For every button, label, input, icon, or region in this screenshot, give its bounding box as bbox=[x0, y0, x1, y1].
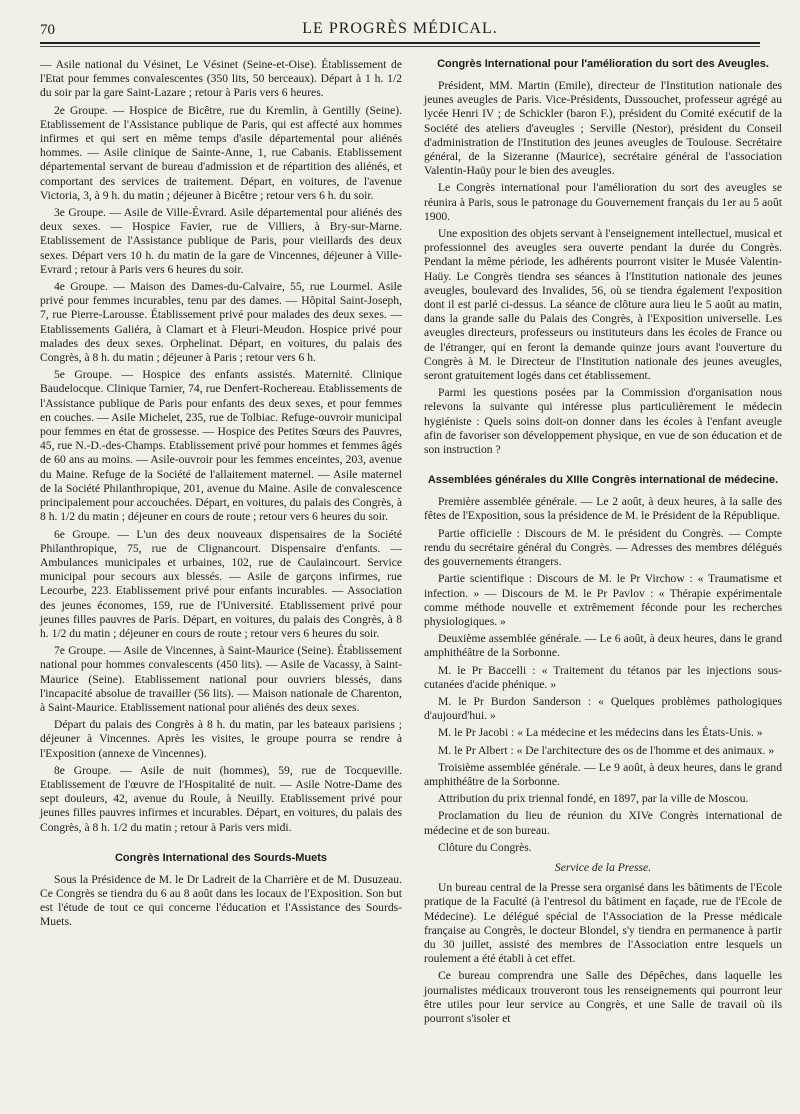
paragraph: 3e Groupe. — Asile de Ville-Évrard. Asile départemental pour aliénés des deux sexes. — Hospice Favier, rue de Villiers, à Bry-sur-Marne. Etablissement de l'Assistance publique de Paris, pour vieillards des deux sexes. Départ vers 10 h. du matin de la gare de Vincennes, déjeuner à Ville-Evrard ; retour à Paris vers 6 heures du soir. bbox=[40, 206, 402, 276]
paragraph: 4e Groupe. — Maison des Dames-du-Calvaire, 55, rue Lourmel. Asile privé pour femmes incurables, tenu par des dames. — Hôpital Saint-Joseph, 7, rue Pierre-Larousse. Établissement privé pour malades des deux sexes. — Etablissements Galiéra, à Clamart et à Fleuri-Meudon. Hospice privé pour malades des deux sexes. Orphelinat. Départ, en voitures, du palais des Congrès, à 8 h. du matin ; déjeuner à Paris ; retour vers 6 h. bbox=[40, 280, 402, 365]
paragraph: 6e Groupe. — L'un des deux nouveaux dispensaires de la Société Philanthropique, 75, rue de Clignancourt. Dispensaire d'enfants. — Ambulances municipales et urbaines, 102, rue de Caulaincourt. Service municipal pour secours aux blessés. — Asile de garçons infirmes, rue Lecourbe, 223. Etablissement privé pour enfants incurables. — Association des jeunes économes, 159, rue de l'Université. Etablissement privé pour jeunes filles pauvres de Paris. Départ, en voitures, du palais des Congrès, à 8 h. 1/2 du matin ; déjeuner en cours de route ; retour vers 6 heures du soir. bbox=[40, 527, 402, 640]
paragraph: Attribution du prix triennal fondé, en 1897, par la ville de Moscou. bbox=[438, 792, 749, 806]
paragraph: Clôture du Congrès. bbox=[438, 840, 532, 854]
paragraph: 8e Groupe. — Asile de nuit (hommes), 59, rue de Tocqueville. Etablissement de l'œuvre de l'Hospitalité de nuit. — Asile Notre-Dame des sept douleurs, 42, avenue du Roule, à Neuilly. Etablissement privé pour jeunes filles pauvres infirmes et incurables. Départ, en voitures, du palais des Congrès, à 8 h. 1/2 du matin ; retour à Paris vers midi. bbox=[40, 763, 402, 834]
paragraph: 2e Groupe. — Hospice de Bicêtre, rue du Kremlin, à Gentilly (Seine). Etablissement de l'Assistance publique de Paris, qui est affecté aux hommes infirmes et qui sert en même temps d'asile départemental pour aliénés hommes. — Asile clinique de Sainte-Anne, 1, rue Cabanis. Etablissement départemental servant de bureau d'admission et de répartition des aliénés, et comportant des services de traitement. Départ, en voitures, de l'avenue Victoria, 3, à 9 h. du matin ; déjeuner à Bicêtre ; retour vers 6 h. du soir. bbox=[40, 103, 402, 202]
section-heading-aveugles: Congrès International pour l'amélioration du sort des Aveugles. bbox=[437, 58, 769, 70]
paragraph: Président, MM. Martin (Emile), directeur de l'Institution nationale des jeunes aveugles de Paris. Vice-Présidents, Dussouchet, professeur agrégé au lycée Henri IV ; de Schickler (baron F.), président du Comité exécutif de la Société des ateliers d'aveugles ; Serville (Nestor), président du Conseil d'administration de l'Institution des jeunes aveugles de Toulouse. Secrétaire général, de la Sizeranne (Maurice), secrétaire général de l'association Valentin-Haüy pour le bien des aveugles. bbox=[424, 79, 782, 178]
paragraph: Une exposition des objets servant à l'enseignement intellectuel, musical et professionnel des aveugles sera ouverte pendant la durée du Congrès. Pendant la même période, les adhérents pourront visiter le Musée Valentin-Haüy. Le Congrès tiendra ses séances à l'Institution nationale des jeunes aveugles, boulevard des Invalides, 56, où se tiendra également l'exposition dont il est parlé ci-dessus. La séance de clôture aura lieu le 5 août au matin, dans la grande salle du Palais des Congrès, à l'Exposition universelle. Les aveugles directeurs, professeurs ou instituteurs dans les écoles de France ou de l'étranger, qui en feront la demande quinze jours avant l'ouverture du Congrès à M. le Directeur de l'Institution nationale des jeunes aveugles, seront gratuitement logés dans cet établissement. bbox=[424, 227, 782, 383]
section-spacer bbox=[424, 460, 782, 468]
section-spacer bbox=[40, 838, 402, 846]
paragraph: 7e Groupe. — Asile de Vincennes, à Saint-Maurice (Seine). Établissement national pour hommes convalescents (450 lits). — Asile de Vacassy, à Saint-Maurice (Seine). Etablissement national pour ouvriers blessés, dans l'incapacité absolue de travailler (56 lits). — Maison nationale de Charenton, à Saint-Maurice. Etablissement national pour aliénés des deux sexes. bbox=[40, 644, 402, 714]
paragraph: M. le Pr Albert : « De l'architecture des os de l'homme et des animaux. » bbox=[438, 743, 775, 757]
paragraph: M. le Pr Burdon Sanderson : « Quelques problèmes pathologiques d'aujourd'hui. » bbox=[424, 694, 782, 723]
paragraph: Départ du palais des Congrès à 8 h. du matin, par les bateaux parisiens ; déjeuner à Vincennes. Après les visites, le groupe pourra se rendre à l'Exposition (annexe de Vincennes). bbox=[40, 718, 402, 760]
header-rule-thin bbox=[40, 46, 760, 47]
left-column bbox=[40, 58, 402, 933]
paragraph: Partie officielle : Discours de M. le président du Congrès. — Compte rendu du secrétaire général du Congrès. — Adresses des membres délégués des gouvernements étrangers. bbox=[424, 526, 782, 569]
paragraph: Parmi les questions posées par la Commission d'organisation nous relevons la suivante qui intéresse plus particulièrement le médecin hygiéniste : Quels soins doit-on donner dans les écoles à l'enfant aveugle afin de favoriser son développement physique, en vue de son éducation et de son instruction ? bbox=[424, 386, 782, 457]
running-title: LE PROGRÈS MÉDICAL. bbox=[302, 20, 498, 37]
section-heading-presse: Service de la Presse. bbox=[554, 860, 652, 874]
paragraph: Le Congrès international pour l'amélioration du sort des aveugles se réunira à Paris, sous le patronage du Gouvernement français du 1er au 5 août 1900. bbox=[424, 181, 782, 223]
paragraph: Proclamation du lieu de réunion du XIVe Congrès international de médecine et de son bureau. bbox=[424, 809, 782, 837]
paragraph: Troisième assemblée générale. — Le 9 août, à deux heures, dans le grand amphithéâtre de la Sorbonne. bbox=[424, 760, 782, 788]
paragraph: 5e Groupe. — Hospice des enfants assistés. Maternité. Clinique Baudelocque. Clinique Tarnier, 74, rue Denfert-Rochereau. Etablissements de l'Assistance publique de Paris pour enfants des deux sexes, et pour femmes en couches. — Asile Michelet, 235, rue de Tolbiac. Refuge-ouvroir municipal pour femmes en état de grossesse. — Hospice des Petites Sœurs des Pauvres, 45, rue N.-D.-des-Champs. Etablissement privé pour hommes et femmes âgés de 60 ans au moins. — Asile-ouvroir pour les femmes enceintes, 203, avenue du Maine. Refuge de la Société de l'allaitement maternel. — Asile maternel de la Société Philanthropique, 201, avenue du Maine. Asile de convalescence principalement pour accouchées. Départ, en voitures, du palais des Congrès, à 8 h. 1/2 du matin ; déjeuner en cours de route ; retour vers 6 heures du soir. bbox=[40, 368, 402, 524]
paragraph: Partie scientifique : Discours de M. le Pr Virchow : « Traumatisme et infection. » — Discours de M. le Pr Pavlov : « Thérapie expérimentale comme méthode nouvelle et extrêmement féconde pour les recherches physiologiques. » bbox=[424, 572, 782, 628]
page-number: 70 bbox=[40, 22, 55, 38]
paragraph: Ce bureau comprendra une Salle des Dépêches, dans laquelle les journalistes médicaux trouveront tous les renseignements qui pourront leur être utiles pour leur service au Congrès, et une Salle de travail où ils pourront s'isoler et bbox=[424, 969, 782, 1025]
paragraph: Sous la Présidence de M. le Dr Ladreit de la Charrière et de M. Dusuzeau. Ce Congrès se tiendra du 6 au 8 août dans les locaux de l'Exposition. Son but est l'étude de tout ce qui concerne l'éducation et l'Assistance des Sourds-Muets. bbox=[40, 872, 402, 929]
section-heading-sourds-muets: Congrès International des Sourds-Muets bbox=[114, 851, 328, 864]
header-rule-thick bbox=[40, 42, 760, 44]
paragraph: Deuxième assemblée générale. — Le 6 août, à deux heures, dans le grand amphithéâtre de la Sorbonne. bbox=[424, 632, 782, 660]
paragraph: M. le Pr Jacobi : « La médecine et les médecins dans les États-Unis. » bbox=[438, 726, 763, 740]
paragraph: Première assemblée générale. — Le 2 août, à deux heures, à la salle des fêtes de l'Exposition, sous la présidence de M. le Président de la République. bbox=[424, 495, 782, 523]
paragraph: M. le Pr Baccelli : « Traitement du tétanos par les injections sous-cutanées d'acide phénique. » bbox=[424, 663, 782, 691]
right-column bbox=[424, 58, 782, 1029]
paragraph: — Asile national du Vésinet, Le Vésinet (Seine-et-Oise). Établissement de l'Etat pour femmes convalescentes (350 lits, 50 berceaux). Départ à 1 h. 1/2 du soir par la gare Saint-Lazare ; retour à Paris vers 6 heures. bbox=[40, 58, 402, 100]
paragraph: Un bureau central de la Presse sera organisé dans les bâtiments de l'Ecole pratique de la Faculté (à l'entresol du bâtiment en façade, rue de l'Ecole de Médecine). Le délégué spécial de l'Association de la Presse médicale française au Congrès, le docteur Blondel, s'y tiendra en permanence à partir du 30 juillet, assisté des membres de l'Association entre lesquels un roulement a été établi à cet effet. bbox=[424, 881, 782, 966]
section-heading-assemblees: Assemblées générales du XIIIe Congrès international de médecine. bbox=[427, 474, 779, 487]
